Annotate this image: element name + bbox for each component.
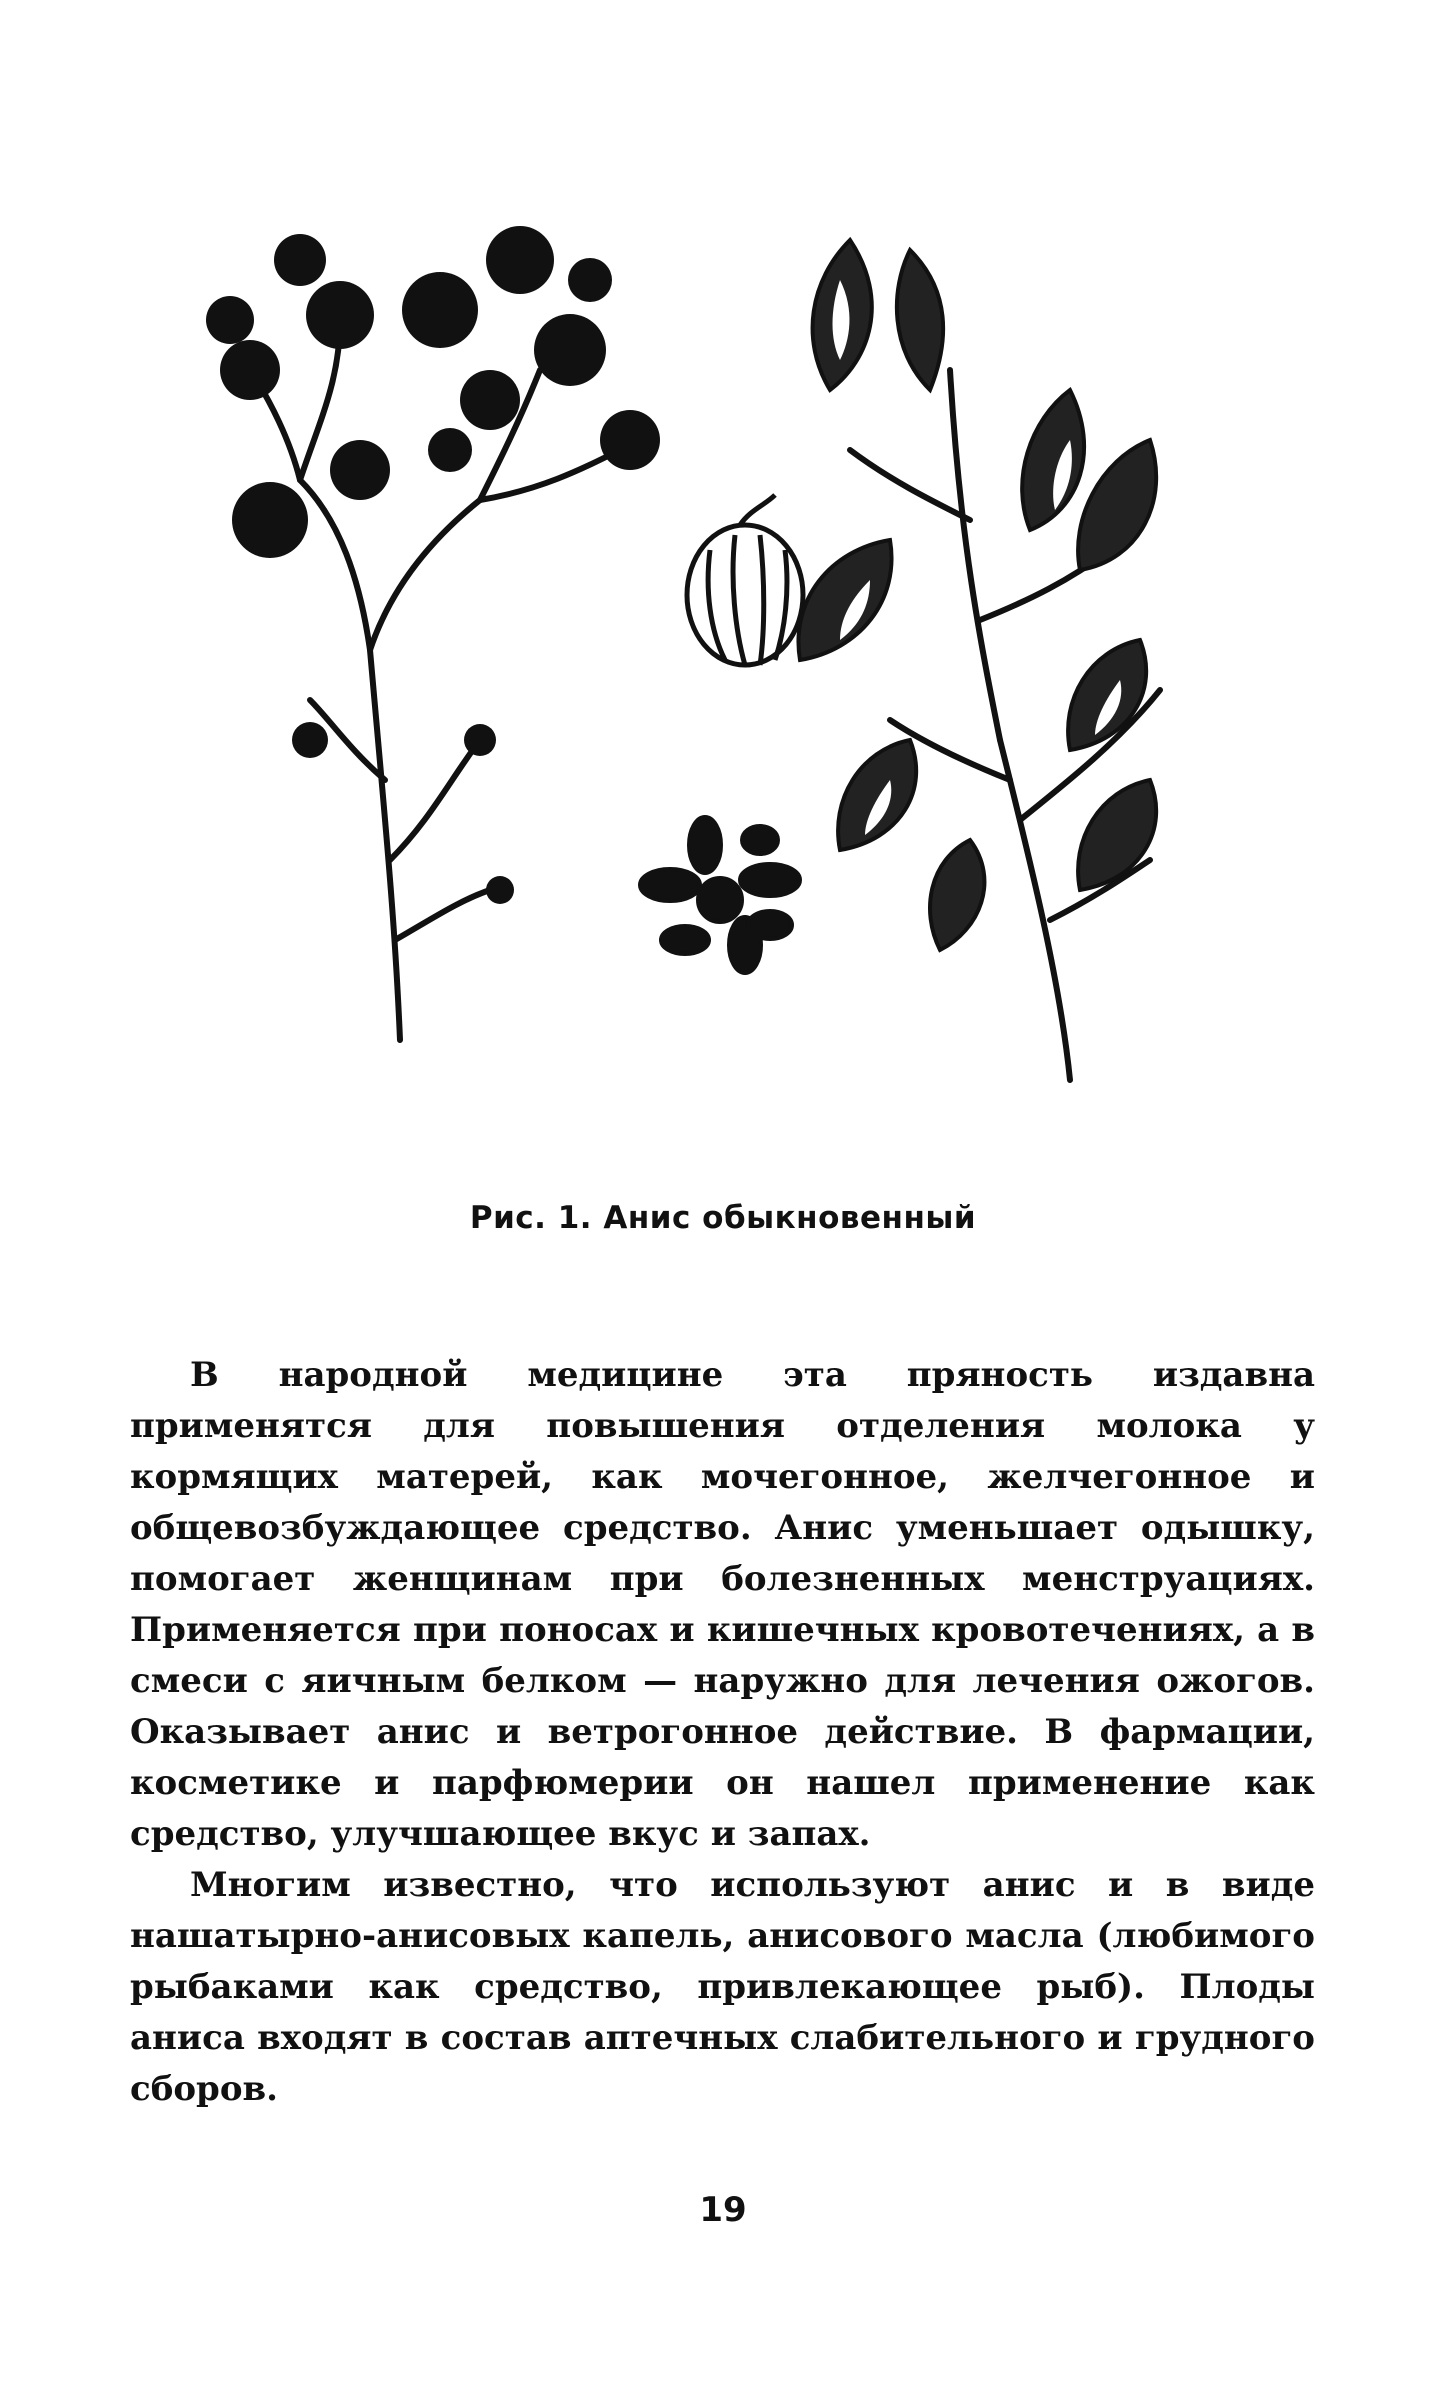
- anise-illustration: [190, 220, 1310, 1090]
- paragraph-2: Многим известно, что используют анис и в виде нашатырно-анисовых капель, анисового масла (любимого рыбаками как средство, привлекающее рыб). Плоды аниса входят в состав аптечных слабительного и грудного сборов.: [130, 1865, 1315, 2109]
- flower-drawing: [640, 817, 800, 973]
- flowering-plant-drawing: [250, 320, 620, 1040]
- flower-umbels: [206, 226, 660, 904]
- page-number: 19: [699, 2190, 747, 2230]
- paragraph-1: В народной медицине эта пряность издавна применятся для повышения отделения молока у кормящих матерей, как мочегонное, желчегонное и общевозбуждающее средство. Анис уменьшает одышку, помогает женщинам при болезненных менструациях. Применяется при поносах и кишечных кровотечениях, а в смеси с яичным белком — наружно для лечения ожогов. Оказывает анис и ветрогонное действие. В фармации, косметике и парфюмерии он нашел применение как средство, улучшающее вкус и запах.: [130, 1355, 1315, 1854]
- leaves: [798, 240, 1156, 950]
- figure-caption: Рис. 1. Анис обыкновенный: [469, 1200, 977, 1236]
- body-text: [130, 1350, 1315, 2115]
- seed-drawing: [687, 495, 803, 665]
